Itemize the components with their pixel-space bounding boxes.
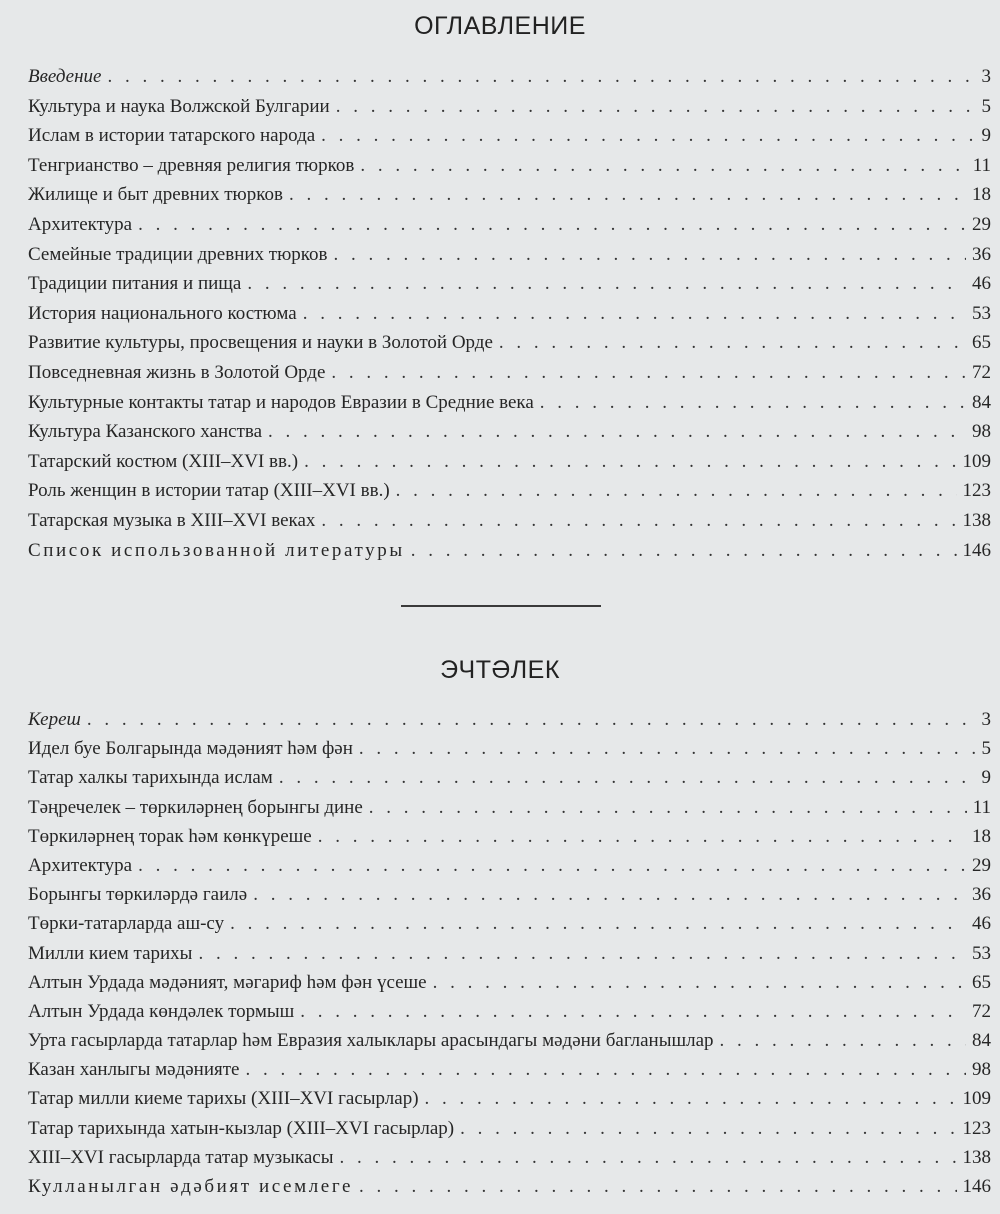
toc-entry — [28, 506, 991, 536]
toc-entry-page: 138 — [962, 509, 991, 531]
toc-entry-page: 138 — [962, 1146, 991, 1168]
toc-entry-title: Развитие культуры, просвещения и науки в Золотой Орде — [28, 332, 493, 354]
toc-entry-page: 65 — [972, 332, 991, 354]
toc-entry-title: Культура Казанского ханства — [28, 421, 263, 443]
toc-entry-page: 3 — [981, 709, 991, 730]
toc-entry — [28, 536, 991, 566]
toc-entry — [28, 417, 991, 447]
toc-entry-page: 84 — [972, 1030, 991, 1052]
toc-entry — [28, 121, 991, 151]
toc-entry-page: 5 — [981, 95, 991, 117]
section-divider — [401, 605, 601, 607]
dot-leader — [499, 328, 966, 358]
dot-leader — [425, 1084, 957, 1113]
toc-entry-title: Кереш — [28, 709, 81, 730]
toc-entry — [28, 1055, 991, 1084]
dot-leader — [247, 269, 966, 299]
toc-entry-page: 146 — [962, 1176, 991, 1197]
toc-entry-title: Введение — [28, 66, 102, 87]
toc-entry-title: Төрки-татарларда аш-су — [28, 913, 225, 935]
dot-leader — [279, 763, 976, 792]
toc-entry — [28, 358, 991, 388]
toc-entry-title: Казан ханлыгы мәдәнияте — [28, 1059, 240, 1081]
toc-entry-title: Ислам в истории татарского народа — [28, 125, 316, 147]
dot-leader — [303, 299, 966, 329]
toc-entry — [28, 210, 991, 240]
dot-leader — [289, 180, 966, 210]
toc-entry — [28, 269, 991, 299]
toc-entry-page: 18 — [972, 825, 991, 847]
toc-entry-page: 29 — [972, 213, 991, 235]
dot-leader — [359, 734, 976, 763]
toc-entry — [28, 1114, 991, 1143]
dot-leader — [396, 476, 957, 506]
toc-entry — [28, 92, 991, 122]
dot-leader — [336, 92, 976, 122]
toc-entry-title: Повседневная жизнь в Золотой Орде — [28, 361, 326, 383]
dot-leader — [334, 240, 966, 270]
toc-entry-title: Традиции питания и пища — [28, 273, 242, 295]
toc-entry-page: 46 — [972, 273, 991, 295]
toc-heading-tt: ЭЧТӘЛЕК — [440, 656, 560, 684]
dot-leader — [87, 705, 976, 734]
toc-heading-ru: ОГЛАВЛЕНИЕ — [414, 12, 586, 40]
toc-entry — [28, 240, 991, 270]
dot-leader — [268, 417, 966, 447]
toc-entry-page: 72 — [972, 1000, 991, 1022]
toc-entry-title: Борынгы төркиләрдә гаилә — [28, 884, 248, 906]
toc-entry — [28, 151, 991, 181]
dot-leader — [720, 1026, 966, 1055]
dot-leader — [138, 210, 966, 240]
toc-entry-title: Список использованной литературы — [28, 539, 405, 561]
toc-entry-title: Архитектура — [28, 213, 133, 235]
dot-leader — [359, 1172, 956, 1201]
toc-entry — [28, 1172, 991, 1201]
toc-entry-title: История национального костюма — [28, 302, 297, 324]
toc-entry-page: 36 — [972, 884, 991, 906]
toc-entry — [28, 880, 991, 909]
dot-leader — [253, 880, 966, 909]
dot-leader — [304, 447, 956, 477]
dot-leader — [300, 997, 966, 1026]
toc-entry-title: Алтын Урдада көндәлек тормыш — [28, 1000, 295, 1022]
toc-entry-page: 36 — [972, 243, 991, 265]
toc-entry-title: Кулланылган әдәбият исемлеге — [28, 1176, 354, 1197]
dot-leader — [369, 793, 967, 822]
dot-leader — [321, 121, 975, 151]
toc-entry-page: 53 — [972, 302, 991, 324]
toc-entry — [28, 388, 991, 418]
toc-entry — [28, 476, 991, 506]
dot-leader — [230, 909, 966, 938]
toc-entry — [28, 62, 991, 92]
dot-leader — [411, 536, 957, 566]
toc-entry-page: 146 — [962, 539, 991, 561]
dot-leader — [331, 358, 966, 388]
toc-entry-title: Урта гасырларда татарлар һәм Евразия халыклары арасындагы мәдәни багланышлар — [28, 1030, 714, 1052]
toc-entry — [28, 822, 991, 851]
toc-entry — [28, 939, 991, 968]
toc-entry-page: 98 — [972, 421, 991, 443]
toc-entry-title: Төркиләрнең торак һәм көнкүреше — [28, 825, 312, 847]
toc-entry — [28, 447, 991, 477]
dot-leader — [107, 62, 975, 92]
toc-entry — [28, 851, 991, 880]
toc-entry-title: Роль женщин в истории татар (XIII–XVI вв.) — [28, 480, 390, 502]
toc-entry-title: Милли кием тарихы — [28, 942, 193, 964]
toc-entry-page: 109 — [962, 1088, 991, 1110]
dot-leader — [433, 968, 966, 997]
toc-entry-page: 11 — [972, 154, 991, 176]
toc-entry-title: Культура и наука Волжской Булгарии — [28, 95, 330, 117]
toc-entry-title: Жилище и быт древних тюрков — [28, 184, 283, 206]
toc-entry-page: 46 — [972, 913, 991, 935]
toc-entry — [28, 763, 991, 792]
toc-list-tt — [28, 705, 991, 1201]
toc-entry-page: 72 — [972, 361, 991, 383]
toc-entry-title: Тәңречелек – төркиләрнең борынгы дине — [28, 796, 363, 818]
toc-entry-title: Архитектура — [28, 854, 133, 876]
toc-entry — [28, 1143, 991, 1172]
toc-entry — [28, 299, 991, 329]
toc-list-ru — [28, 62, 991, 565]
toc-entry-page: 65 — [972, 971, 991, 993]
toc-entry-page: 9 — [981, 125, 991, 147]
toc-entry-title: Татарская музыка в XIII–XVI веках — [28, 509, 316, 531]
dot-leader — [540, 388, 966, 418]
toc-entry-page: 98 — [972, 1059, 991, 1081]
toc-entry-page: 3 — [981, 66, 991, 87]
toc-entry-page: 11 — [972, 796, 991, 818]
toc-entry-page: 5 — [981, 738, 991, 760]
dot-leader — [318, 822, 966, 851]
toc-entry-title: Татарский костюм (XIII–XVI вв.) — [28, 450, 299, 472]
toc-entry — [28, 968, 991, 997]
toc-entry-page: 123 — [962, 480, 991, 502]
toc-entry — [28, 705, 991, 734]
toc-entry — [28, 1084, 991, 1113]
dot-leader — [339, 1143, 956, 1172]
toc-entry — [28, 180, 991, 210]
toc-entry-title: Алтын Урдада мәдәният, мәгариф һәм фән үсеше — [28, 971, 427, 993]
toc-entry-page: 29 — [972, 854, 991, 876]
dot-leader — [246, 1055, 967, 1084]
dot-leader — [460, 1114, 956, 1143]
toc-entry — [28, 328, 991, 358]
toc-entry — [28, 793, 991, 822]
toc-entry — [28, 734, 991, 763]
toc-entry — [28, 1026, 991, 1055]
toc-entry-title: Семейные традиции древних тюрков — [28, 243, 328, 265]
toc-entry-page: 109 — [962, 450, 991, 472]
toc-entry-page: 53 — [972, 942, 991, 964]
toc-entry-page: 18 — [972, 184, 991, 206]
toc-entry — [28, 997, 991, 1026]
toc-entry-title: Татар халкы тарихында ислам — [28, 767, 273, 789]
toc-entry-page: 9 — [981, 767, 991, 789]
dot-leader — [198, 939, 966, 968]
toc-entry-page: 123 — [962, 1117, 991, 1139]
toc-entry-title: XIII–XVI гасырларда татар музыкасы — [28, 1146, 334, 1168]
toc-entry-title: Тенгрианство – древняя религия тюрков — [28, 154, 355, 176]
toc-entry-title: Идел буе Болгарында мәдәният һәм фән — [28, 738, 353, 760]
toc-entry — [28, 909, 991, 938]
toc-entry-page: 84 — [972, 391, 991, 413]
toc-entry-title: Татар тарихында хатын-кызлар (XIII–XVI гасырлар) — [28, 1117, 455, 1139]
dot-leader — [360, 151, 966, 181]
dot-leader — [138, 851, 966, 880]
toc-entry-title: Культурные контакты татар и народов Евразии в Средние века — [28, 391, 534, 413]
toc-entry-title: Татар милли киеме тарихы (XIII–XVI гасырлар) — [28, 1088, 419, 1110]
dot-leader — [321, 506, 956, 536]
